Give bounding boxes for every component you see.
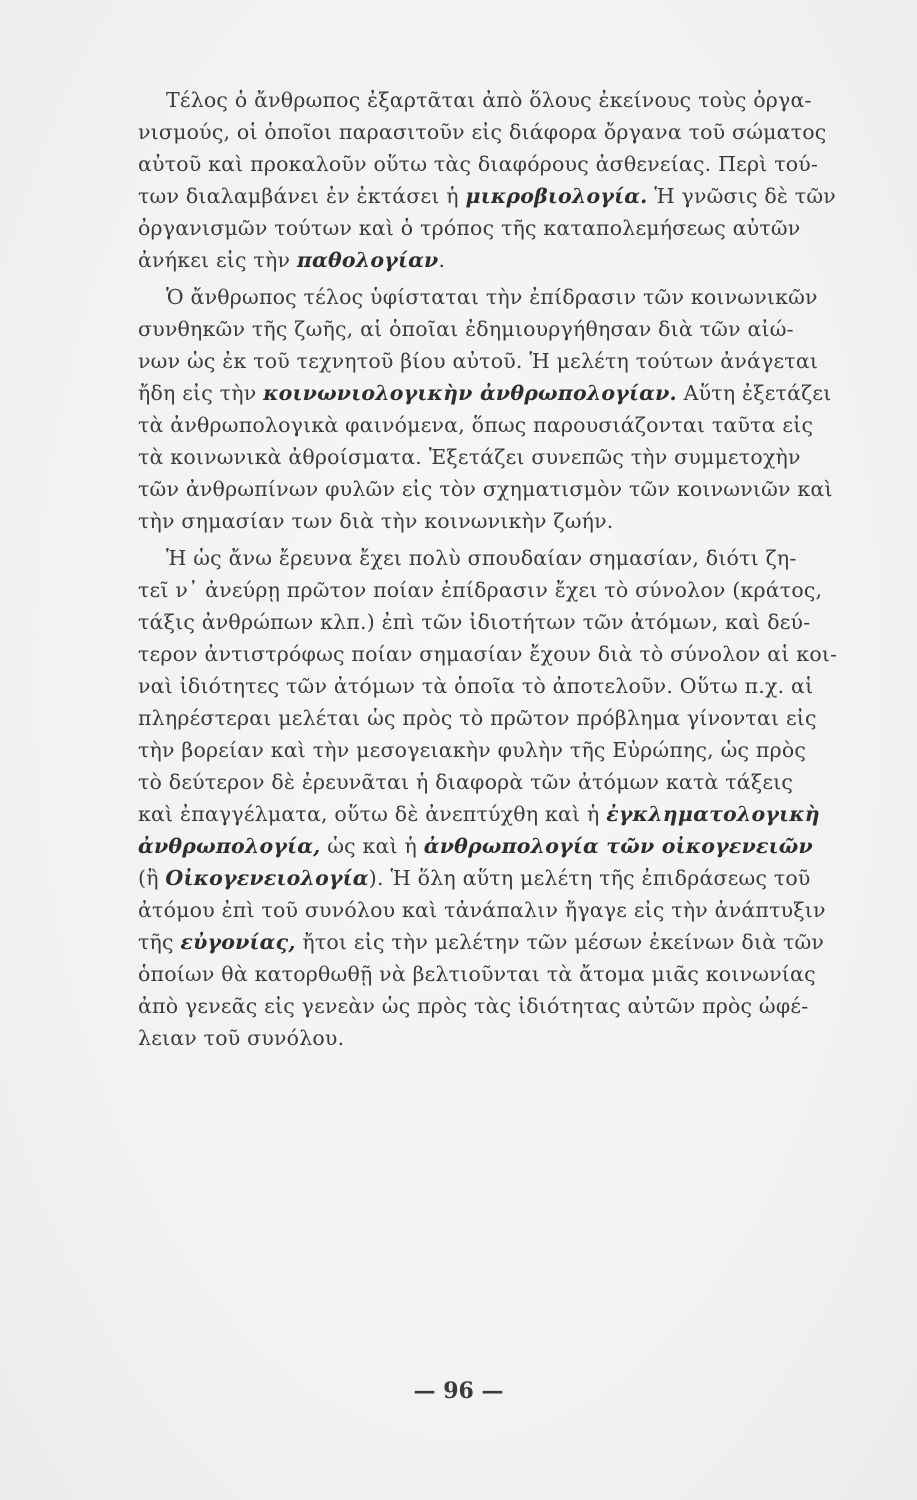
text-run: των διαλαμβάνει ἐν ἐκτάσει ἡ — [138, 184, 466, 208]
text-line — [138, 766, 793, 798]
text-line — [166, 84, 812, 116]
text-line — [138, 894, 826, 926]
text-line — [138, 926, 824, 958]
text-line — [138, 734, 806, 766]
text-line — [138, 1022, 344, 1054]
text-run: συνθηκῶν τῆς ζωῆς, αἱ ὁποῖαι ἐδημιουργήθησαν διὰ τῶν αἰώ- — [138, 317, 794, 341]
text-run: Ἡ ὡς ἄνω ἔρευνα ἔχει πολὺ σπουδαίαν σημασίαν, διότι ζη- — [166, 546, 797, 570]
text-line — [138, 638, 837, 670]
text-run: (ἢ — [138, 866, 166, 890]
text-run: ). Ἡ ὅλη αὕτη μελέτη τῆς ἐπιδράσεως τοῦ — [368, 866, 811, 890]
text-run: ἤδη εἰς τὴν — [138, 381, 264, 405]
text-line — [138, 670, 813, 702]
text-line — [138, 116, 827, 148]
text-line — [138, 244, 445, 276]
text-line — [138, 574, 822, 606]
text-line — [138, 830, 813, 862]
text-run: ὀργανισμῶν τούτων καὶ ὁ τρόπος τῆς καταπολεμήσεως αὐτῶν — [138, 216, 801, 240]
text-line — [138, 958, 816, 990]
text-line — [138, 212, 800, 244]
text-run: ἤτοι εἰς τὴν μελέτην τῶν μέσων ἐκείνων διὰ τῶν — [295, 930, 825, 954]
emphasized-term: κοινωνιολογικὴν ἀνθρωπολογίαν. — [263, 381, 677, 405]
text-run: τὰ κοινωνικὰ ἀθροίσματα. Ἐξετάζει συνεπῶς τὴν συμμετοχὴν — [138, 445, 801, 469]
text-run: τερον ἀντιστρόφως ποίαν σημασίαν ἔχουν διὰ τὸ σύνολον αἱ κοι- — [138, 642, 838, 666]
text-line — [166, 542, 797, 574]
text-run: ἀνήκει εἰς τὴν — [138, 248, 297, 272]
text-run: αὐτοῦ καὶ προκαλοῦν οὕτω τὰς διαφόρους ἀσθενείας. Περὶ τού- — [138, 152, 819, 176]
text-run: τὴν βορείαν καὶ τὴν μεσογειακὴν φυλὴν τῆς Εὐρώπης, ὡς πρὸς — [138, 738, 807, 762]
text-run: τὴν σημασίαν των διὰ τὴν κοινωνικὴν ζωήν. — [138, 509, 614, 533]
text-run: ὡς καὶ ἡ — [320, 834, 424, 858]
text-line — [138, 990, 808, 1022]
text-run: τάξις ἀνθρώπων κλπ.) ἐπὶ τῶν ἰδιοτήτων τῶν ἀτόμων, καὶ δεύ- — [138, 610, 811, 634]
text-run: τῆς — [138, 930, 181, 954]
emphasized-term: ἀνθρωπολογία, — [138, 834, 321, 858]
text-run: . — [438, 248, 446, 272]
emphasized-term: ἐγκληματολογικὴ — [606, 802, 820, 826]
text-line — [138, 180, 836, 212]
text-run: τῶν ἀνθρωπίνων φυλῶν εἰς τὸν σχηματισμὸν τῶν κοινωνιῶν καὶ — [138, 477, 833, 501]
text-line — [138, 862, 811, 894]
text-line — [138, 409, 813, 441]
text-run: Ὁ ἄνθρωπος τέλος ὑφίσταται τὴν ἐπίδρασιν τῶν κοινωνικῶν — [166, 285, 818, 309]
text-line — [138, 313, 794, 345]
text-line — [138, 441, 801, 473]
text-run: λειαν τοῦ συνόλου. — [138, 1026, 345, 1050]
emphasized-term: μικροβιολογία. — [465, 184, 648, 208]
text-run: ἀπὸ γενεᾶς εἰς γενεὰν ὡς πρὸς τὰς ἰδιότητας αὐτῶν πρὸς ὠφέ- — [138, 994, 809, 1018]
page-number: — 96 — — [413, 1378, 504, 1404]
text-run: ναὶ ἰδιότητες τῶν ἀτόμων τὰ ὁποῖα τὸ ἀποτελοῦν. Οὕτω π.χ. αἱ — [138, 674, 814, 698]
text-run: ὁποίων θὰ κατορθωθῇ νὰ βελτιοῦνται τὰ ἄτομα μιᾶς κοινωνίας — [138, 962, 816, 986]
text-run: Τέλος ὁ ἄνθρωπος ἐξαρτᾶται ἀπὸ ὅλους ἐκείνους τοὺς ὀργα- — [166, 88, 812, 112]
text-run: Ἡ γνῶσις δὲ τῶν — [647, 184, 836, 208]
text-line — [138, 148, 818, 180]
emphasized-term: εὐγονίας, — [180, 930, 296, 954]
text-line — [138, 377, 831, 409]
text-line — [138, 345, 818, 377]
text-run: τεῖ ν᾽ ἀνεύρῃ πρῶτον ποίαν ἐπίδρασιν ἔχει τὸ σύνολον (κράτος, — [138, 578, 823, 602]
text-run: καὶ ἐπαγγέλματα, οὕτω δὲ ἀνεπτύχθη καὶ ἡ — [138, 802, 607, 826]
text-line — [138, 473, 833, 505]
text-run: νων ὡς ἐκ τοῦ τεχνητοῦ βίου αὐτοῦ. Ἡ μελέτη τούτων ἀνάγεται — [138, 349, 819, 373]
text-run: Αὕτη ἐξετάζει — [676, 381, 832, 405]
text-run: ἀτόμου ἐπὶ τοῦ συνόλου καὶ τἀνάπαλιν ἤγαγε εἰς τὴν ἀνάπτυξιν — [138, 898, 826, 922]
text-line — [138, 505, 614, 537]
text-line — [138, 702, 817, 734]
text-line — [138, 606, 810, 638]
text-line — [166, 281, 818, 313]
text-line — [138, 798, 820, 830]
text-run: τὸ δεύτερον δὲ ἐρευνᾶται ἡ διαφορὰ τῶν ἀτόμων κατὰ τάξεις — [138, 770, 794, 794]
text-run: νισμούς, οἱ ὁποῖοι παρασιτοῦν εἰς διάφορα ὄργανα τοῦ σώματος — [138, 120, 827, 144]
emphasized-term: Οἰκογενειολογία — [165, 866, 369, 890]
emphasized-term: ἀνθρωπολογία τῶν οἰκογενειῶν — [423, 834, 813, 858]
emphasized-term: παθολογίαν — [296, 248, 439, 272]
text-run: πληρέστεραι μελέται ὡς πρὸς τὸ πρῶτον πρόβλημα γίνονται εἰς — [138, 706, 817, 730]
text-run: τὰ ἀνθρωπολογικὰ φαινόμενα, ὅπως παρουσιάζονται ταῦτα εἰς — [138, 413, 814, 437]
